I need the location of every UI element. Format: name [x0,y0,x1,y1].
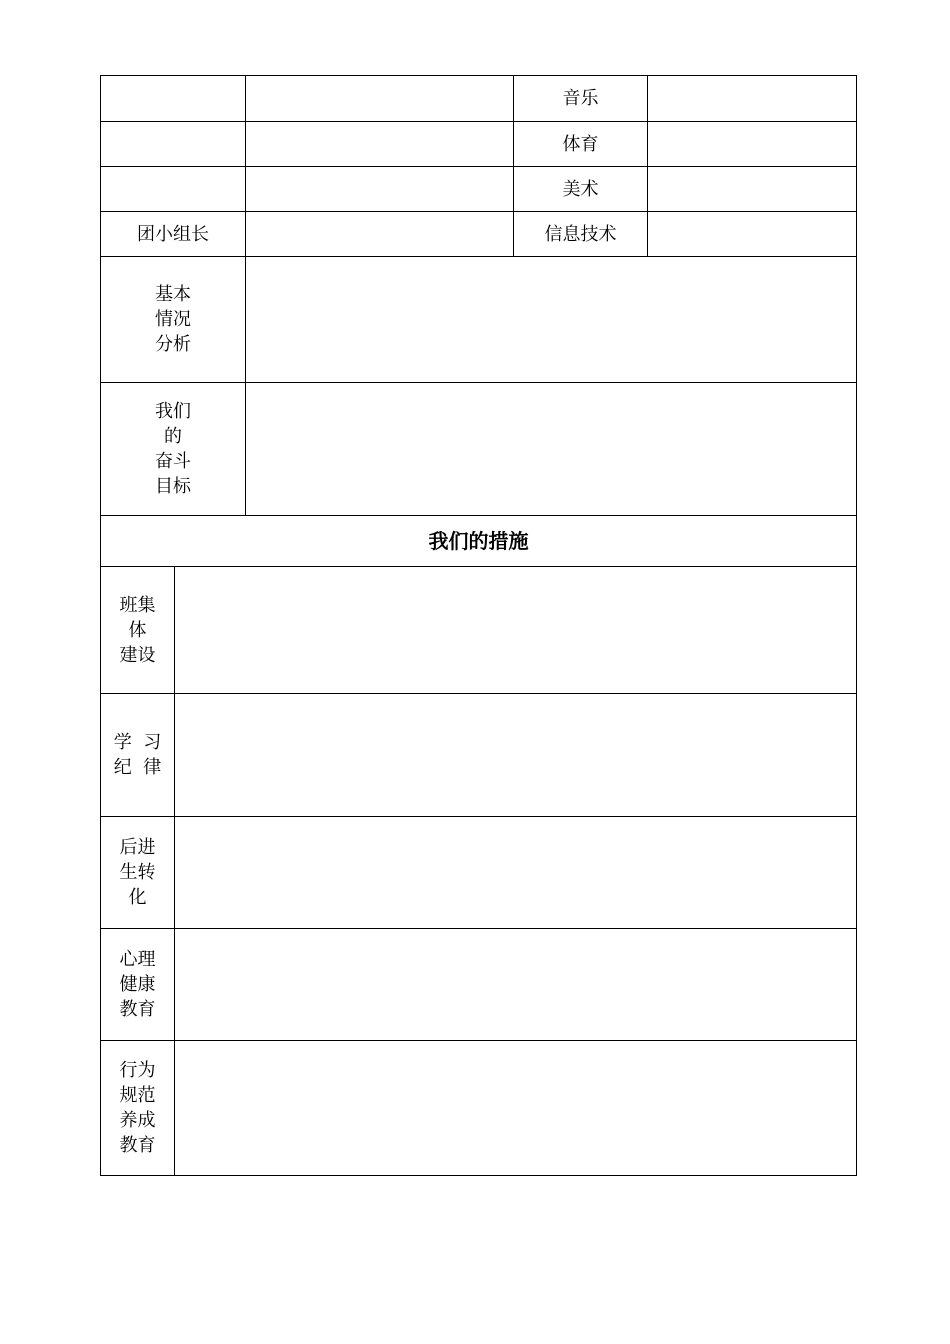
subject-value-art[interactable] [648,167,856,211]
measure-label-mental-health: 心理 健康 教育 [119,949,156,1020]
subject-value-music[interactable] [648,76,856,121]
goals-label: 我们 的 奋斗 目标 [155,401,191,497]
row1-left-value[interactable] [246,76,513,121]
measure-content-behavior-norms[interactable] [175,1041,856,1175]
measure-label-study-discipline: 学 习 纪 律 [113,732,162,778]
row2-left-value[interactable] [246,122,513,166]
subject-label-pe: 体育 [562,133,599,155]
measure-label-struggling-students: 后进 生转 化 [119,837,156,908]
measure-content-class-building[interactable] [175,567,856,693]
subject-value-pe[interactable] [648,122,856,166]
league-group-leader-value[interactable] [246,212,513,256]
league-group-leader-label: 团小组长 [137,223,209,245]
row2-left-label [101,122,245,166]
measure-label-behavior-norms: 行为 规范 养成 教育 [119,1060,156,1156]
basic-situation-analysis-content[interactable] [246,257,856,382]
row1-left-label [101,76,245,121]
measure-content-struggling-students[interactable] [175,817,856,928]
goals-content[interactable] [246,383,856,515]
subject-label-art: 美术 [562,178,599,200]
measure-content-study-discipline[interactable] [175,694,856,816]
row3-left-value[interactable] [246,167,513,211]
subject-label-it: 信息技术 [544,223,617,245]
measure-content-mental-health[interactable] [175,929,856,1040]
measure-label-class-building: 班集 体 建设 [119,594,156,666]
basic-situation-analysis-label: 基本 情况 分析 [155,284,191,355]
measures-title: 我们的措施 [428,528,529,553]
row3-left-label [101,167,245,211]
subject-value-it[interactable] [648,212,856,256]
subject-label-music: 音乐 [562,88,599,109]
